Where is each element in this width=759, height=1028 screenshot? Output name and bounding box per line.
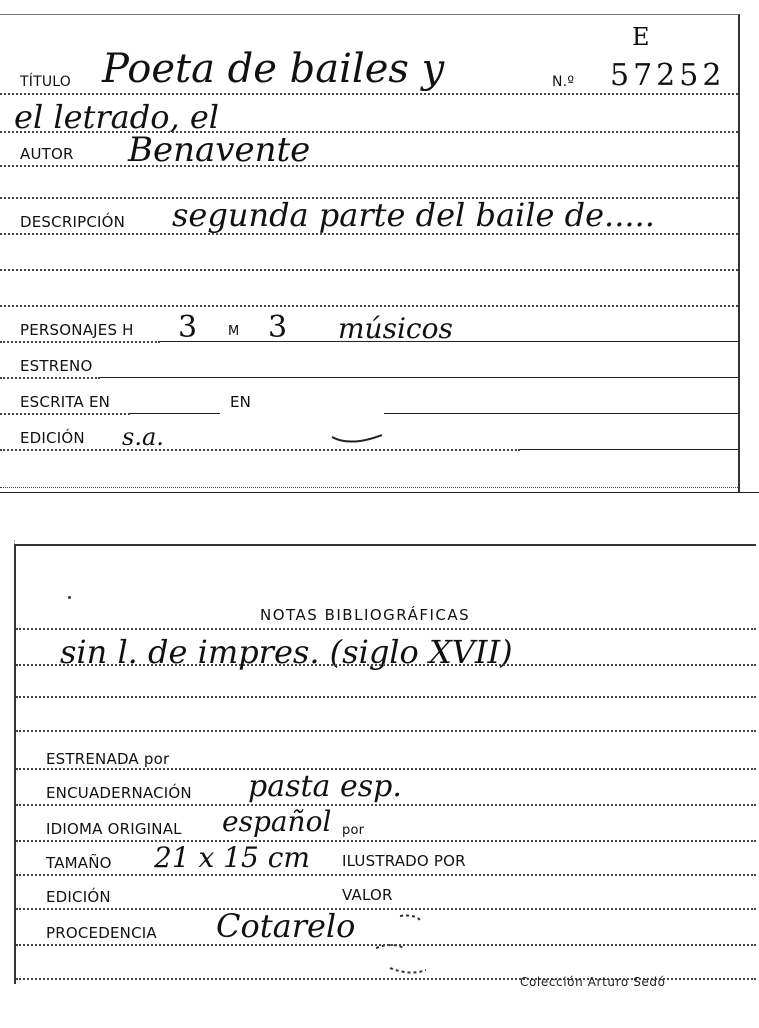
idioma-por-label: por — [342, 823, 365, 838]
rule-idioma — [16, 840, 756, 842]
rule-edicion-b — [520, 449, 738, 450]
rule-procedencia — [16, 944, 756, 946]
personajes-m-value: 3 — [268, 310, 288, 345]
rule-notas-3 — [16, 696, 756, 698]
tamano-value: 21 x 15 cm — [154, 841, 310, 874]
rule-edicion-a — [0, 449, 520, 451]
notas-value: sin l. de impres. (siglo XVII) — [60, 633, 513, 671]
ilustrado-label: ILUSTRADO POR — [342, 852, 466, 870]
collection-footer: Colección Arturo Sedó — [520, 975, 666, 989]
escrita-en-label: EN — [230, 393, 252, 411]
tamano-label: TAMAÑO — [46, 854, 112, 872]
valor-label: VALOR — [342, 886, 393, 904]
rule-autor — [0, 165, 738, 167]
rule-notas-4 — [16, 730, 756, 732]
personajes-label: PERSONAJES H — [20, 321, 134, 339]
rule-escrita-a — [0, 413, 130, 415]
rule-descripcion-2 — [0, 269, 738, 271]
titulo-value-line1: Poeta de bailes y — [102, 46, 445, 92]
autor-label: AUTOR — [20, 145, 74, 163]
titulo-value-line2: el letrado, el — [14, 98, 220, 136]
estrenada-label: ESTRENADA por — [46, 750, 170, 768]
rule-edicion — [16, 908, 756, 910]
titulo-label: TÍTULO — [20, 74, 71, 90]
rule-tamano — [16, 874, 756, 876]
scan-edge-artifact — [0, 540, 15, 680]
rule-escrita-b — [130, 413, 220, 414]
numero-value: 57252 — [610, 58, 726, 93]
rule-personajes-a — [0, 341, 160, 343]
rule-estreno-a — [0, 377, 100, 379]
numero-label: N.º — [552, 74, 575, 90]
personajes-h-value: 3 — [178, 310, 198, 345]
edicion-label: EDICIÓN — [20, 429, 85, 447]
escrita-label: ESCRITA EN — [20, 393, 111, 411]
rule-escrita-c — [384, 413, 738, 414]
catalog-card-front — [0, 14, 740, 493]
catalog-card-back — [14, 544, 756, 984]
rule-descripcion-3 — [0, 305, 738, 307]
idioma-value: español — [222, 805, 332, 838]
back-edicion-label: EDICIÓN — [46, 888, 111, 906]
descripcion-label: DESCRIPCIÓN — [20, 213, 126, 231]
encuadernacion-value: pasta esp. — [248, 769, 402, 804]
estreno-label: ESTRENO — [20, 357, 93, 375]
rule-estreno-b — [100, 377, 738, 378]
rule-personajes-b — [160, 341, 738, 342]
idioma-label: IDIOMA ORIGINAL — [46, 820, 182, 838]
rule-notas-2 — [16, 664, 756, 666]
encuadernacion-label: ENCUADERNACIÓN — [46, 784, 192, 802]
personajes-extra: músicos — [338, 312, 453, 345]
rule-descripcion — [0, 233, 738, 235]
card-separator — [0, 492, 759, 493]
corner-mark: E — [632, 23, 650, 51]
rule-front-bottom — [0, 487, 738, 488]
procedencia-label: PROCEDENCIA — [46, 924, 157, 942]
procedencia-value: Cotarelo — [216, 907, 356, 945]
rule-notas — [16, 628, 756, 630]
rule-titulo-2 — [0, 131, 738, 133]
rule-encuadernacion — [16, 804, 756, 806]
personajes-m-label: M — [228, 324, 240, 339]
edicion-value: s.a. — [122, 423, 164, 451]
descripcion-value: segunda parte del baile de..... — [172, 196, 655, 234]
pen-scribble — [370, 912, 434, 982]
notas-heading: NOTAS BIBLIOGRÁFICAS — [260, 606, 471, 624]
speck — [68, 596, 71, 599]
rule-titulo — [0, 93, 738, 95]
autor-value: Benavente — [128, 130, 311, 170]
pen-stroke — [330, 429, 386, 447]
